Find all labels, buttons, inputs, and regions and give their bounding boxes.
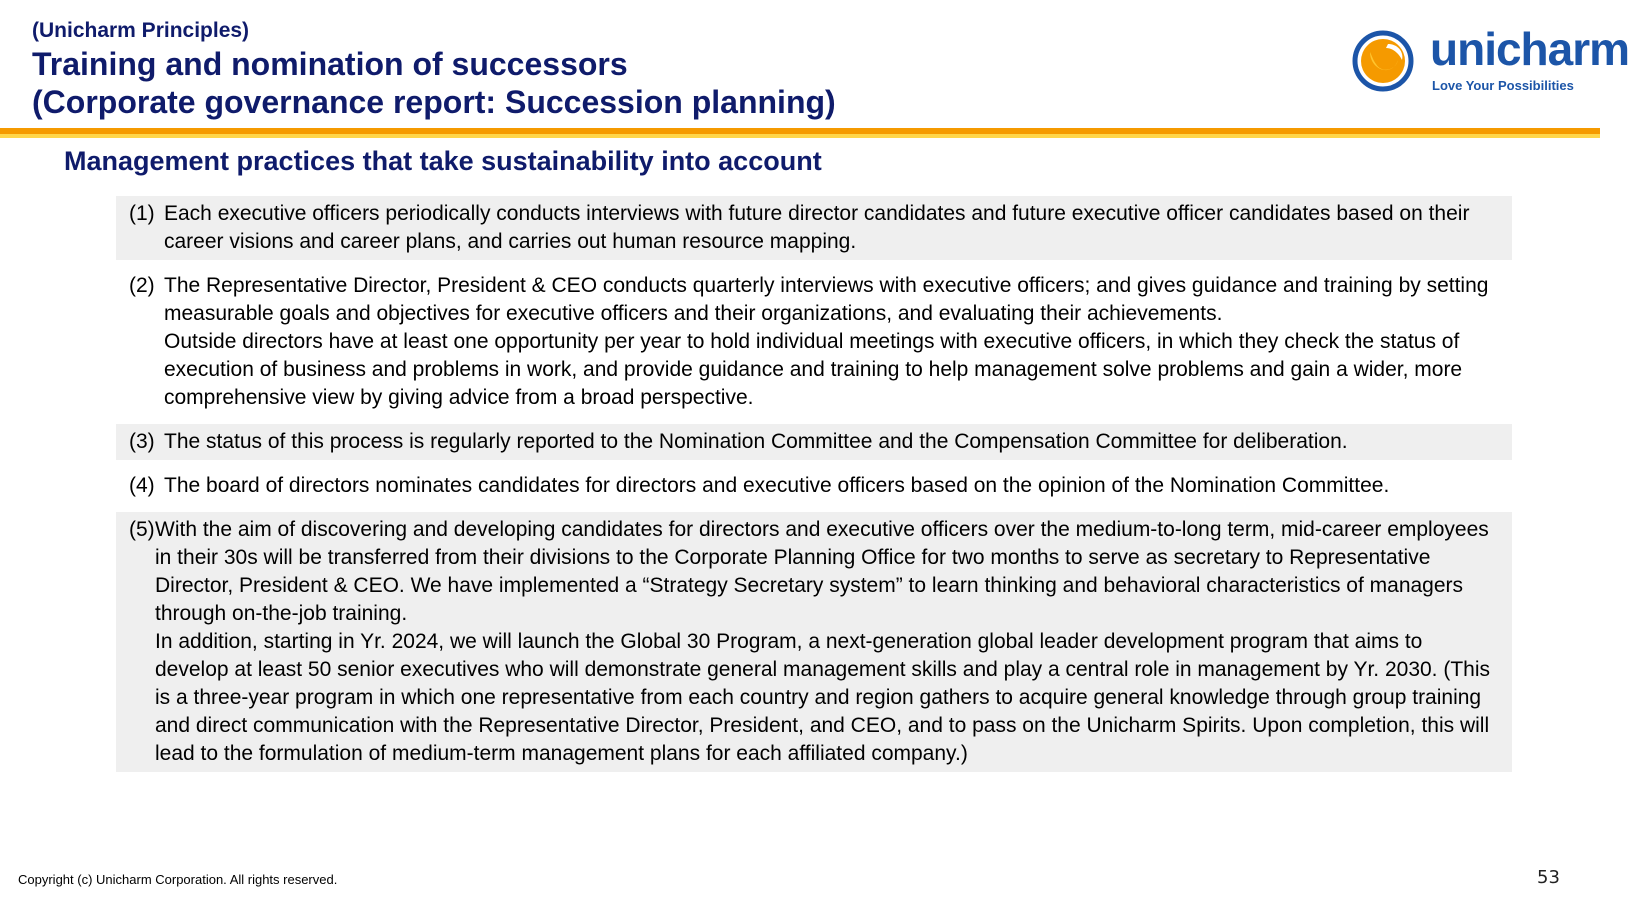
item-number: (3) <box>129 430 155 453</box>
practice-item-2 <box>116 268 1512 416</box>
practice-list <box>116 196 1512 772</box>
unicharm-logo-mark-icon <box>1352 30 1414 92</box>
unicharm-logo <box>1352 23 1629 98</box>
logo-wordmark: unicharm <box>1430 23 1629 75</box>
slide-title-line-1: Training and nomination of successors <box>32 46 628 82</box>
item-number: (1) <box>129 202 155 225</box>
slide-header <box>0 0 1629 128</box>
item-text: The Representative Director, President & CEO conducts quarterly interviews with executive officers; and gives guidance and training by setting measurable goals and objectives for executive officers and their organizations, and evaluating their achievements. <box>164 274 1489 325</box>
section-title: Management practices that take sustainability into account <box>64 146 822 176</box>
slide-pre-title: (Unicharm Principles) <box>32 19 250 42</box>
item-text: With the aim of discovering and developing candidates for directors and executive officers over the medium-to-long term, mid-career employees in their 30s will be transferred from their divisions to the Corporate Planning Office for two months to serve as secretary to Representative Director, President & CEO. We have implemented a “Strategy Secretary system” to learn thinking and behavioral characteristics of managers through on-the-job training. <box>155 518 1489 625</box>
logo-tagline: Love Your Possibilities <box>1432 78 1574 93</box>
practice-item-5 <box>116 512 1512 772</box>
item-text: In addition, starting in Yr. 2024, we will launch the Global 30 Program, a next-generation global leader development program that aims to develop at least 50 senior executives who will demonstrate general management skills and play a central role in management by Yr. 2030. (This is a three-year program in which one representative from each country and region gathers to acquire general knowledge through group training and direct communication with the Representative Director, President, and CEO, and to pass on the Unicharm Spirits. Upon completion, this will lead to the formulation of medium-term management plans for each affiliated company.) <box>155 630 1491 765</box>
header-rule-yellow <box>0 134 1600 138</box>
item-text: The status of this process is regularly reported to the Nomination Committee and the Compensation Committee for deliberation. <box>164 430 1348 453</box>
practice-item-1 <box>116 196 1512 260</box>
practice-item-3 <box>116 424 1512 460</box>
item-text: The board of directors nominates candidates for directors and executive officers based on the opinion of the Nomination Committee. <box>164 474 1390 497</box>
slide-title-line-2: (Corporate governance report: Succession planning) <box>32 84 836 120</box>
item-number: (2) <box>129 274 155 297</box>
slide-title <box>32 45 836 121</box>
item-number: (4) <box>129 474 155 497</box>
item-number: (5) <box>129 518 155 541</box>
practice-item-4 <box>116 468 1512 504</box>
item-text: Outside directors have at least one opportunity per year to hold individual meetings with executive officers, in which they check the status of execution of business and problems in work, and provide guidance and training to help management solve problems and gain a wider, more comprehensive view by giving advice from a broad perspective. <box>164 330 1463 409</box>
page-number: 53 <box>1537 867 1560 888</box>
copyright-notice: Copyright (c) Unicharm Corporation. All rights reserved. <box>18 872 338 887</box>
item-text: Each executive officers periodically conducts interviews with future director candidates and future executive officer candidates based on their career visions and career plans, and carries out human resource mapping. <box>164 202 1470 253</box>
